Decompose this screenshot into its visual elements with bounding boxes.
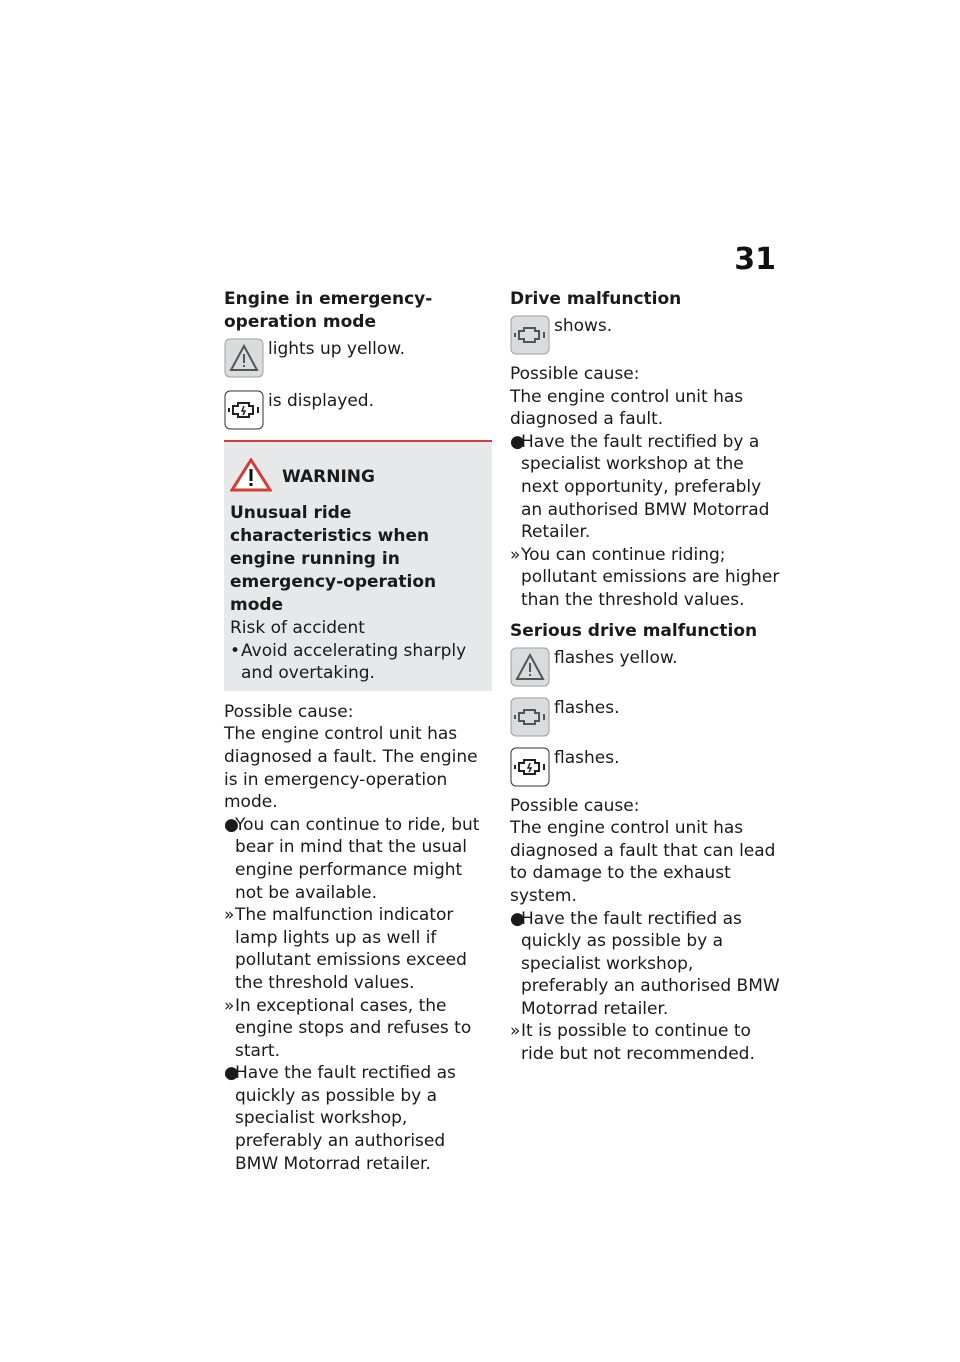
list-item-text: Have the fault rectified as quickly as possible by a specialist workshop, preferably an authorised BMW Motorrad retailer. [235, 1063, 456, 1174]
warning-title: Unusual ride characteristics when engine running in emergency-operation mode [230, 503, 437, 615]
indicator-text: is displayed. [268, 391, 375, 411]
indicator-row-engine [224, 390, 492, 430]
indicator-text: flashes. [554, 747, 620, 768]
list-item [224, 995, 492, 1063]
warning-bullet: • Avoid accelerating sharply and overtaking. [230, 640, 467, 684]
list-item-text: In exceptional cases, the engine stops and refuses to start. [235, 995, 472, 1061]
indicator-text: flashes yellow. [554, 647, 678, 668]
engine-malfunction-icon [224, 390, 264, 430]
engine-yellow-icon [510, 315, 550, 355]
list-item-text: Have the fault rectified as quickly as possible by a specialist workshop, preferably an authorised BMW Motorrad retailer. [521, 908, 780, 1019]
result-marker: » [224, 905, 235, 926]
cause-label: Possible cause: [224, 701, 354, 722]
result-marker: » [510, 1021, 521, 1042]
indicator-row-general-warning [224, 338, 492, 378]
left-column [224, 288, 492, 1175]
warning-risk: Risk of accident [230, 618, 365, 638]
list-item [224, 1062, 492, 1175]
list-item-text: You can continue riding; pollutant emissions are higher than the threshold values. [521, 544, 780, 610]
page-number: 31 [734, 242, 776, 277]
list-item [510, 908, 780, 1021]
bullet-marker: ● [510, 908, 525, 929]
action-list [510, 908, 780, 1066]
action-list [510, 431, 780, 612]
indicator-row-engine [510, 315, 780, 355]
indicator-row-engine-yellow [510, 697, 780, 737]
general-warning-icon [224, 338, 264, 378]
warning-label: WARNING [282, 467, 375, 487]
indicator-row-general-warning [510, 647, 780, 687]
cause-label: Possible cause: [510, 795, 640, 816]
list-item [224, 904, 492, 994]
indicator-text: lights up yellow. [268, 339, 406, 359]
result-marker: » [510, 544, 521, 565]
section-heading-serious-malfunction: Serious drive malfunction [510, 620, 758, 641]
section-heading-emergency-mode: Engine in emergency-operation mode [224, 289, 433, 332]
warning-box [224, 440, 492, 691]
general-warning-icon [510, 647, 550, 687]
indicator-text: shows. [554, 316, 613, 336]
list-item [510, 544, 780, 612]
list-item-text: You can continue to ride, but bear in mind that the usual engine performance might not be available. [235, 814, 480, 903]
engine-malfunction-icon [510, 747, 550, 787]
warning-triangle-icon [230, 458, 272, 496]
bullet-marker: ● [224, 814, 239, 835]
engine-yellow-icon [510, 697, 550, 737]
cause-text: The engine control unit has diagnosed a fault. [510, 386, 744, 430]
right-column [510, 288, 780, 1066]
list-item-text: Have the fault rectified by a specialist workshop at the next opportunity, preferably an authorised BMW Motorrad Retailer. [521, 431, 770, 543]
bullet-marker: ● [510, 431, 525, 452]
bullet-marker: ● [224, 1063, 239, 1084]
list-item [224, 814, 492, 904]
cause-text: The engine control unit has diagnosed a fault. The engine is in emergency-operation mode. [224, 724, 478, 813]
list-item-text: The malfunction indicator lamp lights up as well if pollutant emissions exceed the threshold values. [235, 905, 467, 993]
list-item [510, 431, 780, 544]
result-marker: » [224, 995, 235, 1016]
list-item-text: It is possible to continue to ride but not recommended. [521, 1021, 755, 1065]
action-list [224, 814, 492, 1176]
list-item [510, 1020, 780, 1065]
indicator-row-engine [510, 747, 780, 787]
indicator-text: flashes. [554, 697, 620, 718]
cause-text: The engine control unit has diagnosed a fault that can lead to damage to the exhaust system. [510, 818, 776, 906]
section-heading-drive-malfunction: Drive malfunction [510, 289, 682, 309]
warning-header [230, 458, 484, 496]
cause-label: Possible cause: [510, 364, 640, 384]
